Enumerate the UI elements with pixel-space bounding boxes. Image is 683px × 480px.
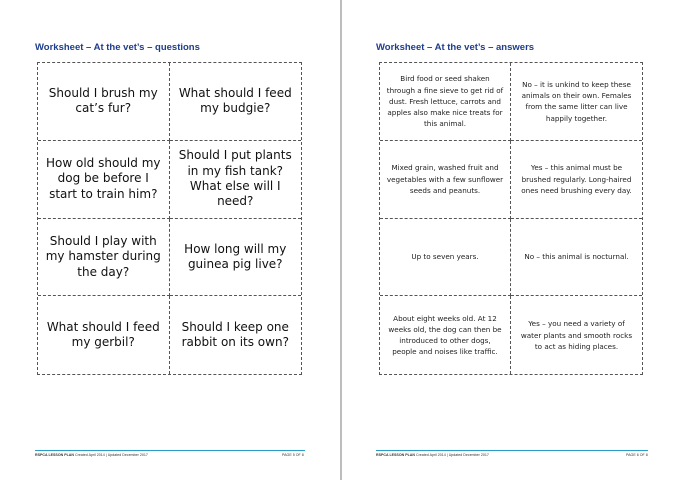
answer-card: Yes – this animal must be brushed regularly. Long-haired ones need brushing every day. [511, 141, 642, 219]
answers-grid [379, 62, 643, 375]
footer-brand: RSPCA LESSON PLAN [376, 453, 416, 457]
question-card: Should I play with my hamster during the day? [38, 219, 170, 297]
answer-card: Bird food or seed shaken through a fine sieve to get rid of dust. Fresh lettuce, carrots and apples also make nice treats for this animal. [380, 63, 511, 141]
question-card: What should I feed my budgie? [170, 63, 302, 141]
footer-dates: Created April 2014 | Updated December 2017 [74, 453, 148, 457]
footer-brand: RSPCA LESSON PLAN [35, 453, 75, 457]
question-card: Should I brush my cat’s fur? [38, 63, 170, 141]
answer-card: Yes – you need a variety of water plants and smooth rocks to act as hiding places. [520, 319, 633, 351]
answer-card: Up to seven years. [380, 219, 511, 297]
answers-page [342, 0, 683, 480]
question-card: What should I feed my gerbil? [38, 296, 170, 374]
answer-card: About eight weeks old. At 12 weeks old, the dog can then be introduced to other dogs, people and noises like traffic. [380, 296, 511, 374]
footer-dates: Created April 2014 | Updated December 2017 [415, 453, 489, 457]
question-card: How old should my dog be before I start to train him? [38, 141, 170, 219]
footer-divider [35, 450, 305, 451]
answer-card: No – it is unkind to keep these animals on their own. Females from the same litter can live happily together. [511, 63, 642, 141]
page-number: PAGE 5 OF 8 [282, 453, 304, 457]
questions-page [0, 0, 340, 480]
footer-credits [376, 453, 489, 457]
questions-grid [37, 62, 302, 375]
question-card: Should I put plants in my fish tank? What else will I need? [170, 141, 302, 219]
page-title: Worksheet – At the vet’s – questions [35, 42, 200, 53]
question-card: How long will my guinea pig live? [170, 219, 302, 297]
footer-divider [376, 450, 648, 451]
page-number: PAGE 6 OF 8 [626, 453, 648, 457]
question-card: Should I keep one rabbit on its own? [181, 319, 289, 350]
answer-card: Mixed grain, washed fruit and vegetables with a few sunflower seeds and peanuts. [380, 141, 511, 219]
page-title: Worksheet – At the vet’s – answers [376, 42, 535, 53]
footer-credits [35, 453, 148, 457]
answer-card: No – this animal is nocturnal. [511, 219, 642, 297]
